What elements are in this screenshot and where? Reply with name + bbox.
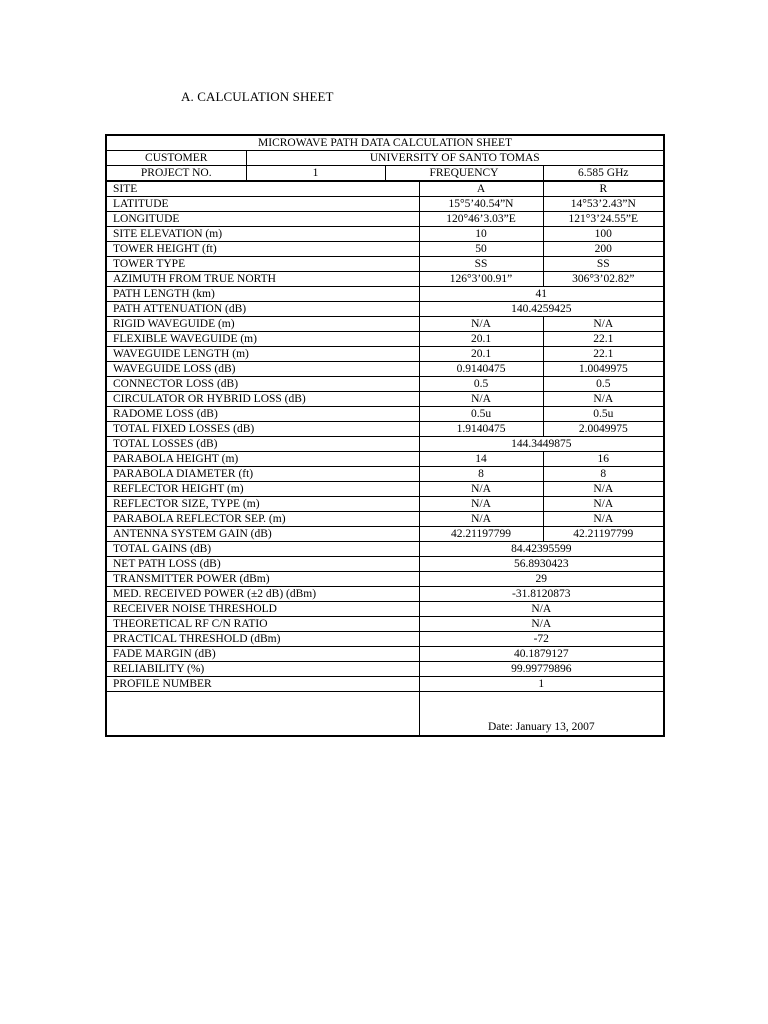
site-b-value: 121°3’24.55”E — [543, 212, 664, 227]
site-a-value: 0.9140475 — [419, 362, 543, 377]
site-a-value: 0.5 — [419, 377, 543, 392]
table-row — [106, 482, 664, 497]
site-a-value: 20.1 — [419, 347, 543, 362]
site-b-value: N/A — [543, 482, 664, 497]
site-b-value: 200 — [543, 242, 664, 257]
table-row — [106, 287, 664, 302]
row-label: MED. RECEIVED POWER (±2 dB) (dBm) — [106, 587, 419, 602]
site-a-value: N/A — [419, 497, 543, 512]
calculation-sheet-table — [105, 134, 665, 737]
footer-row — [106, 692, 664, 737]
row-label: PARABOLA REFLECTOR SEP. (m) — [106, 512, 419, 527]
row-label: NET PATH LOSS (dB) — [106, 557, 419, 572]
site-a-value: 20.1 — [419, 332, 543, 347]
row-label: PATH ATTENUATION (dB) — [106, 302, 419, 317]
project-row — [106, 166, 664, 182]
table-row — [106, 467, 664, 482]
site-b-value: 16 — [543, 452, 664, 467]
table-row — [106, 662, 664, 677]
table-row — [106, 527, 664, 542]
row-value: 56.8930423 — [419, 557, 664, 572]
customer-label: CUSTOMER — [106, 151, 246, 166]
row-label: PARABOLA DIAMETER (ft) — [106, 467, 419, 482]
table-row — [106, 647, 664, 662]
row-label: SITE — [106, 181, 419, 197]
site-a-value: N/A — [419, 512, 543, 527]
site-a-value: 42.21197799 — [419, 527, 543, 542]
site-a-value: 15°5’40.54”N — [419, 197, 543, 212]
site-b-value: R — [543, 181, 664, 197]
row-label: TOTAL LOSSES (dB) — [106, 437, 419, 452]
row-label: TOWER HEIGHT (ft) — [106, 242, 419, 257]
table-row — [106, 347, 664, 362]
section-heading: A. CALCULATION SHEET — [181, 89, 334, 104]
site-b-value: N/A — [543, 497, 664, 512]
site-a-value: 0.5u — [419, 407, 543, 422]
row-label: PARABOLA HEIGHT (m) — [106, 452, 419, 467]
row-label: CIRCULATOR OR HYBRID LOSS (dB) — [106, 392, 419, 407]
table-row — [106, 407, 664, 422]
customer-value: UNIVERSITY OF SANTO TOMAS — [246, 151, 664, 166]
project-label: PROJECT NO. — [106, 166, 246, 182]
row-value: 84.42395599 — [419, 542, 664, 557]
site-b-value: 22.1 — [543, 347, 664, 362]
row-label: FLEXIBLE WAVEGUIDE (m) — [106, 332, 419, 347]
frequency-value: 6.585 GHz — [543, 166, 664, 182]
row-label: RADOME LOSS (dB) — [106, 407, 419, 422]
site-b-value: 0.5u — [543, 407, 664, 422]
site-b-value: N/A — [543, 317, 664, 332]
table-row — [106, 212, 664, 227]
row-label: TRANSMITTER POWER (dBm) — [106, 572, 419, 587]
site-a-value: 126°3’00.91” — [419, 272, 543, 287]
table-row — [106, 572, 664, 587]
row-value: 144.3449875 — [419, 437, 664, 452]
table-row — [106, 632, 664, 647]
row-value: 41 — [419, 287, 664, 302]
row-label: TOTAL FIXED LOSSES (dB) — [106, 422, 419, 437]
row-label: WAVEGUIDE LENGTH (m) — [106, 347, 419, 362]
row-label: AZIMUTH FROM TRUE NORTH — [106, 272, 419, 287]
row-label: WAVEGUIDE LOSS (dB) — [106, 362, 419, 377]
table-row — [106, 677, 664, 692]
row-label: RIGID WAVEGUIDE (m) — [106, 317, 419, 332]
table-row — [106, 602, 664, 617]
row-label: ANTENNA SYSTEM GAIN (dB) — [106, 527, 419, 542]
row-value: N/A — [419, 602, 664, 617]
site-a-value: N/A — [419, 317, 543, 332]
project-value: 1 — [246, 166, 385, 182]
site-b-value: 14°53’2.43”N — [543, 197, 664, 212]
row-value: N/A — [419, 617, 664, 632]
row-label: PRACTICAL THRESHOLD (dBm) — [106, 632, 419, 647]
footer-blank-cell — [106, 692, 419, 737]
frequency-label: FREQUENCY — [385, 166, 543, 182]
table-row — [106, 332, 664, 347]
site-a-value: 14 — [419, 452, 543, 467]
table-row — [106, 242, 664, 257]
table-row — [106, 542, 664, 557]
site-a-value: A — [419, 181, 543, 197]
row-label: REFLECTOR HEIGHT (m) — [106, 482, 419, 497]
site-b-value: 100 — [543, 227, 664, 242]
table-row — [106, 362, 664, 377]
site-b-value: 306°3’02.82” — [543, 272, 664, 287]
row-value: 29 — [419, 572, 664, 587]
table-row — [106, 317, 664, 332]
site-b-value: 8 — [543, 467, 664, 482]
site-b-value: SS — [543, 257, 664, 272]
site-a-value: 120°46’3.03”E — [419, 212, 543, 227]
row-value: -72 — [419, 632, 664, 647]
sheet-title: MICROWAVE PATH DATA CALCULATION SHEET — [106, 135, 664, 151]
site-b-value: 42.21197799 — [543, 527, 664, 542]
row-label: PATH LENGTH (km) — [106, 287, 419, 302]
row-label: THEORETICAL RF C/N RATIO — [106, 617, 419, 632]
table-row — [106, 272, 664, 287]
table-row — [106, 302, 664, 317]
table-row — [106, 392, 664, 407]
site-b-value: 22.1 — [543, 332, 664, 347]
row-label: RELIABILITY (%) — [106, 662, 419, 677]
table-row — [106, 227, 664, 242]
site-a-value: 50 — [419, 242, 543, 257]
table-row — [106, 181, 664, 197]
table-row — [106, 257, 664, 272]
site-a-value: N/A — [419, 392, 543, 407]
site-a-value: N/A — [419, 482, 543, 497]
row-label: RECEIVER NOISE THRESHOLD — [106, 602, 419, 617]
row-value: 99.99779896 — [419, 662, 664, 677]
row-value: 40.1879127 — [419, 647, 664, 662]
row-label: FADE MARGIN (dB) — [106, 647, 419, 662]
table-row — [106, 497, 664, 512]
row-label: TOTAL GAINS (dB) — [106, 542, 419, 557]
site-b-value: N/A — [543, 512, 664, 527]
table-row — [106, 512, 664, 527]
row-value: -31.8120873 — [419, 587, 664, 602]
row-label: CONNECTOR LOSS (dB) — [106, 377, 419, 392]
row-label: TOWER TYPE — [106, 257, 419, 272]
table-row — [106, 377, 664, 392]
table-row — [106, 557, 664, 572]
row-label: REFLECTOR SIZE, TYPE (m) — [106, 497, 419, 512]
row-value: 140.4259425 — [419, 302, 664, 317]
table-row — [106, 617, 664, 632]
title-row — [106, 135, 664, 151]
customer-row — [106, 151, 664, 166]
table-row — [106, 422, 664, 437]
site-a-value: 8 — [419, 467, 543, 482]
site-a-value: 1.9140475 — [419, 422, 543, 437]
site-a-value: 10 — [419, 227, 543, 242]
row-value: 1 — [419, 677, 664, 692]
site-b-value: 0.5 — [543, 377, 664, 392]
site-b-value: 2.0049975 — [543, 422, 664, 437]
site-b-value: N/A — [543, 392, 664, 407]
table-row — [106, 452, 664, 467]
row-label: SITE ELEVATION (m) — [106, 227, 419, 242]
row-label: PROFILE NUMBER — [106, 677, 419, 692]
site-b-value: 1.0049975 — [543, 362, 664, 377]
table-row — [106, 587, 664, 602]
site-a-value: SS — [419, 257, 543, 272]
table-row — [106, 197, 664, 212]
table-row — [106, 437, 664, 452]
row-label: LATITUDE — [106, 197, 419, 212]
row-label: LONGITUDE — [106, 212, 419, 227]
date-cell: Date: January 13, 2007 — [419, 692, 664, 737]
